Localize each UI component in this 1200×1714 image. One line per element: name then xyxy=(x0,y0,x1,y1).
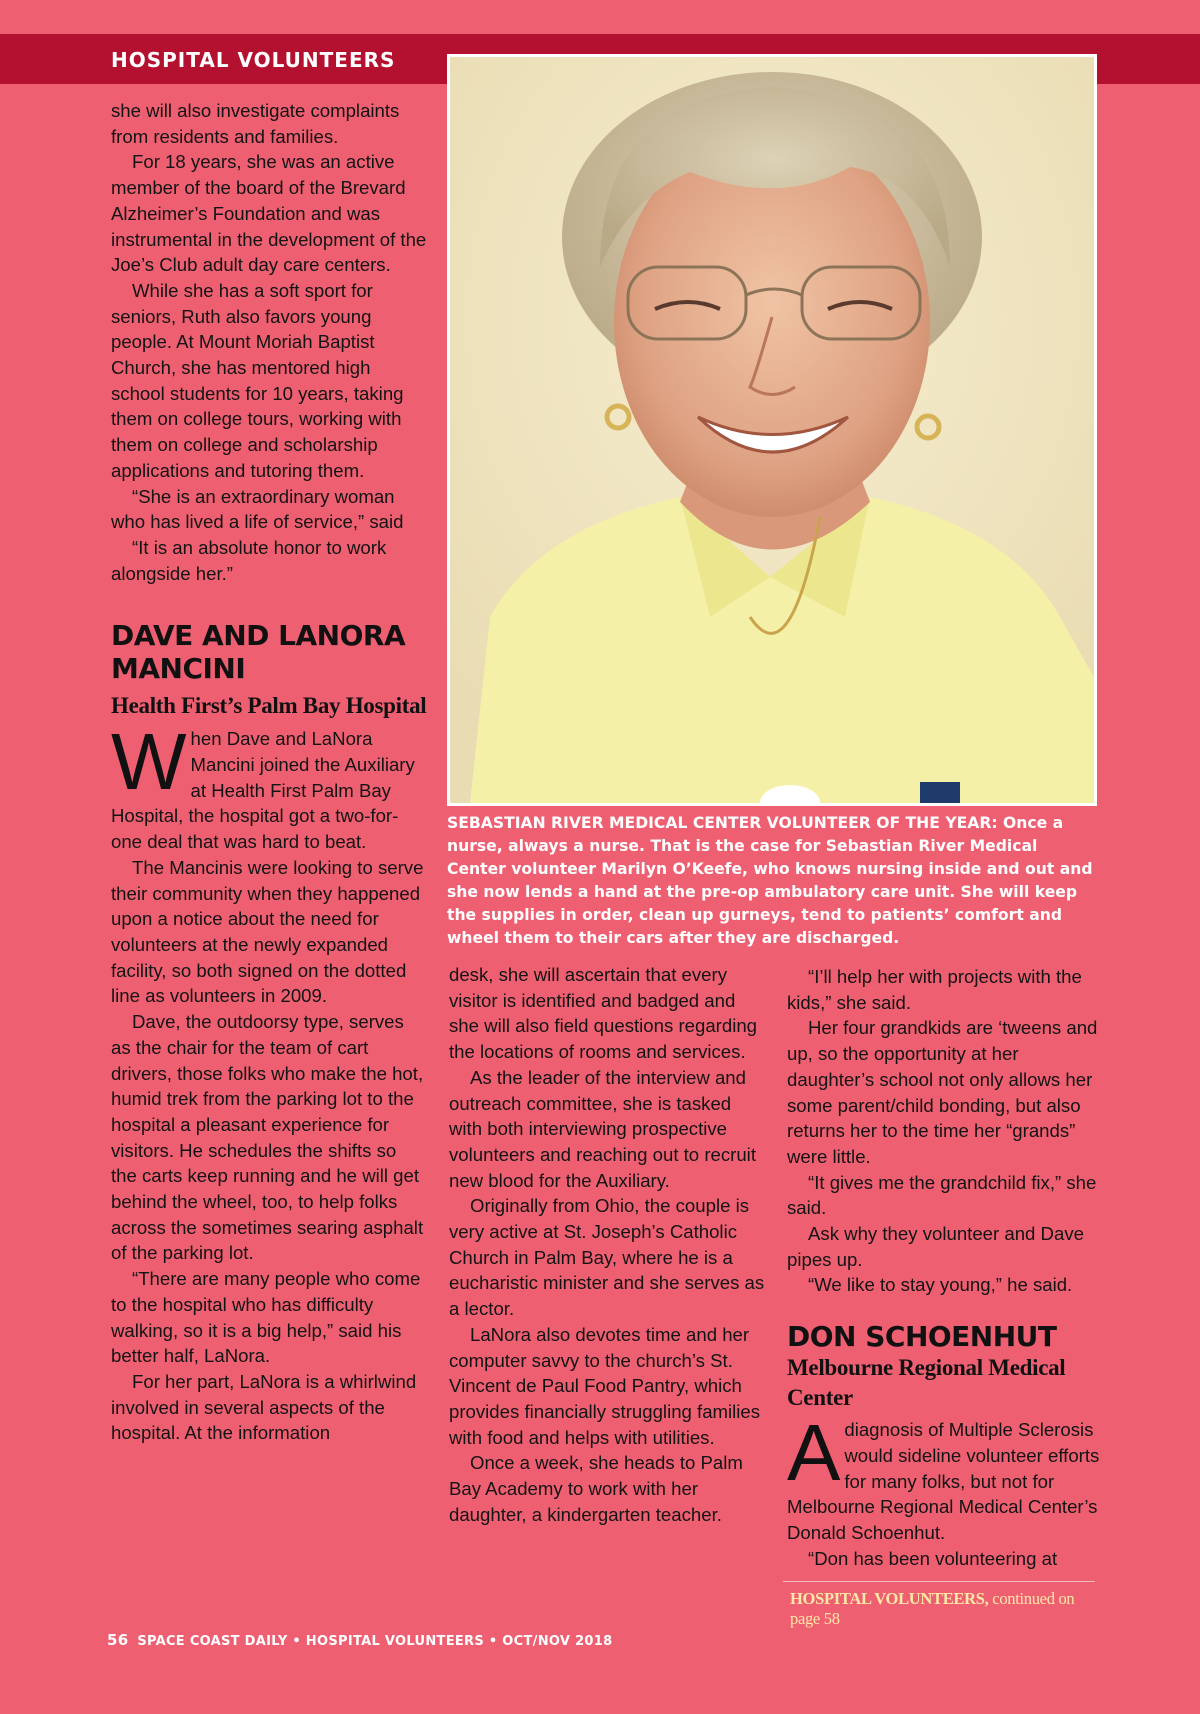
paragraph: While she has a soft sport for seniors, Ruth also favors young people. At Mount Moriah Baptist Church, she has mentored high school students for 10 years, taking them on college tours, working with them on college and scholarship applications and tutoring them. xyxy=(111,279,404,481)
paragraph: “It is an absolute honor to work alongside her.” xyxy=(111,536,387,584)
lead-text: diagnosis of Multiple Sclerosis would sideline volunteer efforts for many folks, but not for Melbourne Regional Medical Center’s Donald Schoenhut. xyxy=(787,1419,1100,1543)
section-heading-schoenhut: DON SCHOENHUT xyxy=(787,1320,1057,1354)
footer-text: SPACE COAST DAILY • HOSPITAL VOLUNTEERS • OCT/NOV 2018 xyxy=(137,1634,613,1649)
subheading-palm-bay-hospital: Health First’s Palm Bay Hospital xyxy=(111,693,427,719)
photo-caption: SEBASTIAN RIVER MEDICAL CENTER VOLUNTEER OF THE YEAR: Once a nurse, always a nurse. That is the case for Sebastian River Medical Center volunteer Marilyn O’Keefe, who knows nursing inside and out and she now lends a hand at the pre-op ambulatory care unit. She will keep the supplies in order, clean up gurneys, tend to patients’ comfort and wheel them to their cars after they are discharged. xyxy=(447,814,1093,947)
paragraph: “I’ll help her with projects with the kids,” she said. xyxy=(787,966,1082,1013)
paragraph: Once a week, she heads to Palm Bay Academy to work with her daughter, a kindergarten teacher. xyxy=(449,1452,743,1525)
paragraph: desk, she will ascertain that every visitor is identified and badged and she will also field questions regarding the locations of rooms and services. xyxy=(449,964,758,1063)
portrait-illustration xyxy=(450,57,1094,803)
article-column-3 xyxy=(787,964,1103,1571)
paragraph: Ask why they volunteer and Dave pipes up. xyxy=(787,1223,1084,1270)
continued-section: HOSPITAL VOLUNTEERS, xyxy=(790,1589,989,1608)
paragraph: she will also investigate complaints from residents and families. xyxy=(111,100,400,147)
lead-paragraph xyxy=(787,1408,1103,1546)
lead-paragraph xyxy=(111,717,427,855)
paragraph: As the leader of the interview and outreach committee, she is tasked with both interviewing prospective volunteers and reaching out to recruit new blood for the Auxiliary. xyxy=(449,1066,756,1191)
paragraph: The Mancinis were looking to serve their community when they happened upon a notice about the need for volunteers at the newly expanded facility, so both signed on the dotted line as volunteers in 2009. xyxy=(111,856,424,1007)
page-footer xyxy=(107,1631,612,1649)
paragraph: LaNora also devotes time and her computer savvy to the church’s St. Vincent de Paul Food Pantry, which provides financially struggling families with food and helps with utilities. xyxy=(449,1323,761,1448)
paragraph: Originally from Ohio, the couple is very active at St. Joseph’s Catholic Church in Palm Bay, where he is a eucharistic minister and she serves as a lector. xyxy=(449,1195,765,1320)
paragraph: “It gives me the grandchild fix,” she said. xyxy=(787,1171,1097,1219)
lead-text: hen Dave and LaNora Mancini joined the Auxiliary at Health First Palm Bay Hospital, the hospital got a two-for-one deal that was hard to beat. xyxy=(111,728,415,853)
paragraph: “We like to stay young,” he said. xyxy=(808,1274,1073,1296)
paragraph: Dave, the outdoorsy type, serves as the chair for the team of cart drivers, those folks who make the hot, humid trek from the parking lot to the hospital a pleasant experience for visitors. He schedules the shifts so the carts keep running and he will get behind the wheel, too, to help folks across the sometimes searing asphalt of the parking lot. xyxy=(111,1011,424,1264)
continued-on-link xyxy=(790,1589,1095,1629)
paragraph: “She is an extraordinary woman who has lived a life of service,” said xyxy=(111,485,404,533)
drop-cap: A xyxy=(787,1408,841,1498)
subheading-melbourne-regional: Melbourne Regional Medical Center xyxy=(787,1355,1066,1411)
volunteer-portrait-photo xyxy=(447,54,1097,806)
section-label: HOSPITAL VOLUNTEERS xyxy=(111,48,396,72)
paragraph: “There are many people who come to the hospital who has difficulty walking, so it is a big help,” said his better half, LaNora. xyxy=(111,1268,421,1367)
article-column-1 xyxy=(111,98,427,1446)
page-number: 56 xyxy=(107,1631,129,1649)
section-heading-mancini: DAVE AND LANORA MANCINI xyxy=(111,619,406,686)
paragraph: For her part, LaNora is a whirlwind involved in several aspects of the hospital. At the information xyxy=(111,1370,417,1444)
continued-divider xyxy=(783,1581,1095,1582)
article-column-2 xyxy=(449,962,765,1527)
paragraph: Her four grandkids are ‘tweens and up, so the opportunity at her daughter’s school not only allows her some parent/child bonding, but also returns her to the time her “grands” were little. xyxy=(787,1017,1098,1167)
continued-page: continued on page 58 xyxy=(790,1589,1075,1628)
paragraph: For 18 years, she was an active member of the board of the Brevard Alzheimer’s Foundation and was instrumental in the development of the Joe’s Club adult day care centers. xyxy=(111,151,427,276)
drop-cap: W xyxy=(111,717,187,807)
paragraph: “Don has been volunteering at xyxy=(808,1547,1058,1569)
